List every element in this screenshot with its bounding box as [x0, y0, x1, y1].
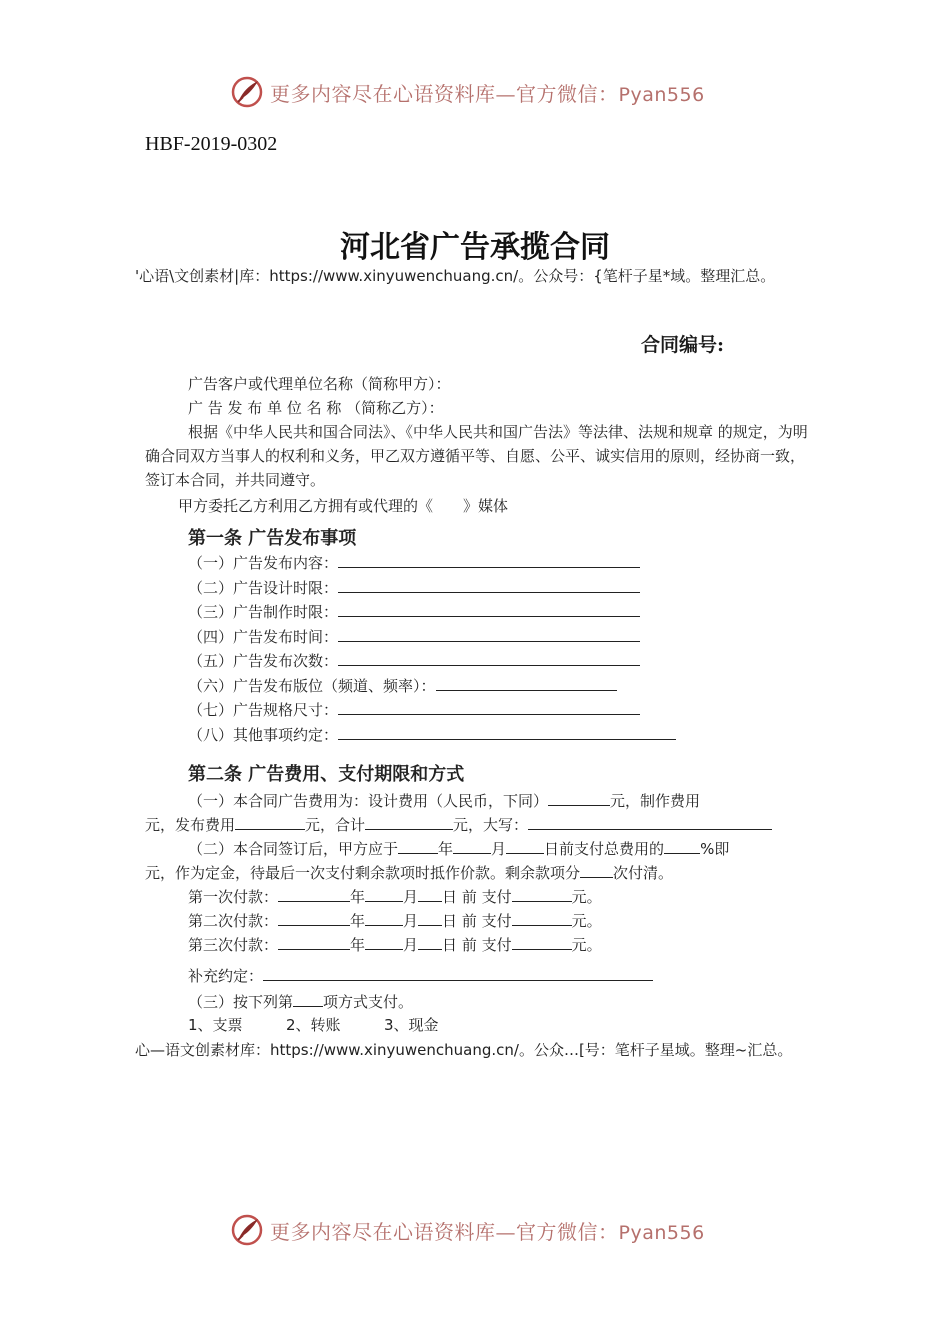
blank-field[interactable] — [512, 932, 572, 950]
blank-field[interactable] — [338, 599, 640, 617]
blank-field[interactable] — [436, 673, 617, 691]
watermark-text-bottom: 心—语文创素材库：https://www.xinyuwenchuang.cn/。公众…[号：笔杆子星域。整理~汇总。 — [135, 1041, 793, 1059]
payment-line: 第一次付款： 年 月 日 前 支付 元。 — [188, 884, 602, 909]
article-2-heading: 第二条 广告费用、支付期限和方式 — [188, 764, 465, 785]
blank-field[interactable] — [278, 908, 350, 926]
banner-text: 更多内容尽在心语资料库—官方微信：Pyan556 — [270, 1219, 705, 1244]
blank-field[interactable] — [365, 884, 403, 902]
blank-field[interactable] — [365, 908, 403, 926]
article-1-item: （二）广告设计时限： — [188, 575, 640, 600]
payment-line: 第三次付款： 年 月 日 前 支付 元。 — [188, 932, 602, 957]
payment-line: 第二次付款： 年 月 日 前 支付 元。 — [188, 908, 602, 933]
blank-field[interactable] — [664, 836, 700, 854]
supplement-line: 补充约定： — [188, 963, 653, 988]
article-1-item: （八）其他事项约定： — [188, 722, 676, 747]
deposit-line: （二）本合同签订后，甲方应于 年 月 日前支付总费用的 %即 — [188, 836, 729, 861]
blank-field[interactable] — [365, 812, 453, 830]
article-1-item: （一）广告发布内容： — [188, 550, 640, 575]
blank-field[interactable] — [548, 788, 610, 806]
blank-field[interactable] — [365, 932, 403, 950]
blank-field[interactable] — [418, 908, 442, 926]
article-1-item: （七）广告规格尺寸： — [188, 697, 640, 722]
blank-field[interactable] — [338, 575, 640, 593]
blank-field[interactable] — [528, 812, 772, 830]
payment-option: 3、现金 — [384, 1016, 439, 1034]
quill-pen-icon — [230, 75, 264, 109]
watermark-text-top: '心语\文创素材|库：https://www.xinyuwenchuang.cn/。公众号：{笔杆子星*域。整理汇总。 — [135, 267, 776, 285]
blank-field[interactable] — [338, 697, 640, 715]
blank-field[interactable] — [293, 989, 323, 1007]
party-b-line: 广 告 发 布 单 位 名 称 （简称乙方）： — [188, 399, 444, 417]
document-code: HBF-2019-0302 — [145, 133, 278, 155]
blank-field[interactable] — [235, 812, 305, 830]
banner-text: 更多内容尽在心语资料库—官方微信：Pyan556 — [270, 81, 705, 106]
blank-field[interactable] — [278, 932, 350, 950]
blank-field[interactable] — [418, 932, 442, 950]
blank-field[interactable] — [453, 836, 491, 854]
deposit-line-cont: 元，作为定金，待最后一次支付剩余款项时抵作价款。剩余款项分 次付清。 — [145, 860, 673, 885]
page-title: 河北省广告承揽合同 — [340, 230, 610, 265]
contract-number-label: 合同编号: — [641, 334, 725, 356]
payment-option: 2、转账 — [286, 1016, 341, 1034]
quill-pen-icon — [230, 1213, 264, 1247]
payment-option: 1、支票 — [188, 1016, 243, 1034]
article-1-heading: 第一条 广告发布事项 — [188, 528, 357, 549]
blank-field[interactable] — [398, 836, 438, 854]
blank-field[interactable] — [512, 908, 572, 926]
blank-field[interactable] — [338, 722, 676, 740]
blank-field[interactable] — [338, 648, 640, 666]
blank-field[interactable] — [512, 884, 572, 902]
entrust-line: 甲方委托乙方利用乙方拥有或代理的《 》媒体 — [178, 497, 509, 515]
party-a-line: 广告客户或代理单位名称（简称甲方）： — [188, 375, 451, 393]
blank-field[interactable] — [278, 884, 350, 902]
blank-field[interactable] — [506, 836, 544, 854]
blank-field[interactable] — [263, 963, 653, 981]
preamble-paragraph: 根据《中华人民共和国合同法》、《中华人民共和国广告法》等法律、法规和规章 的规定，为明确合同双方当事人的权利和义务，甲乙双方遵循平等、自愿、公平、诚实信用的原则，经协商一致，签订本合同，并共同遵守。 — [145, 423, 808, 489]
article-1-item: （四）广告发布时间： — [188, 624, 640, 649]
footer-banner — [230, 1210, 705, 1250]
fee-line: （一）本合同广告费用为：设计费用（人民币，下同） 元，制作费用 — [188, 788, 700, 813]
fee-line-cont: 元，发布费用 元，合计 元，大写： — [145, 812, 772, 837]
article-1-item: （六）广告发布版位（频道、频率）： — [188, 673, 617, 698]
payment-method-line: （三）按下列第 项方式支付。 — [188, 989, 413, 1014]
blank-field[interactable] — [338, 624, 640, 642]
article-1-item: （五）广告发布次数： — [188, 648, 640, 673]
article-1-item: （三）广告制作时限： — [188, 599, 640, 624]
blank-field[interactable] — [580, 860, 613, 878]
blank-field[interactable] — [338, 550, 640, 568]
blank-field[interactable] — [418, 884, 442, 902]
header-banner — [230, 72, 705, 112]
